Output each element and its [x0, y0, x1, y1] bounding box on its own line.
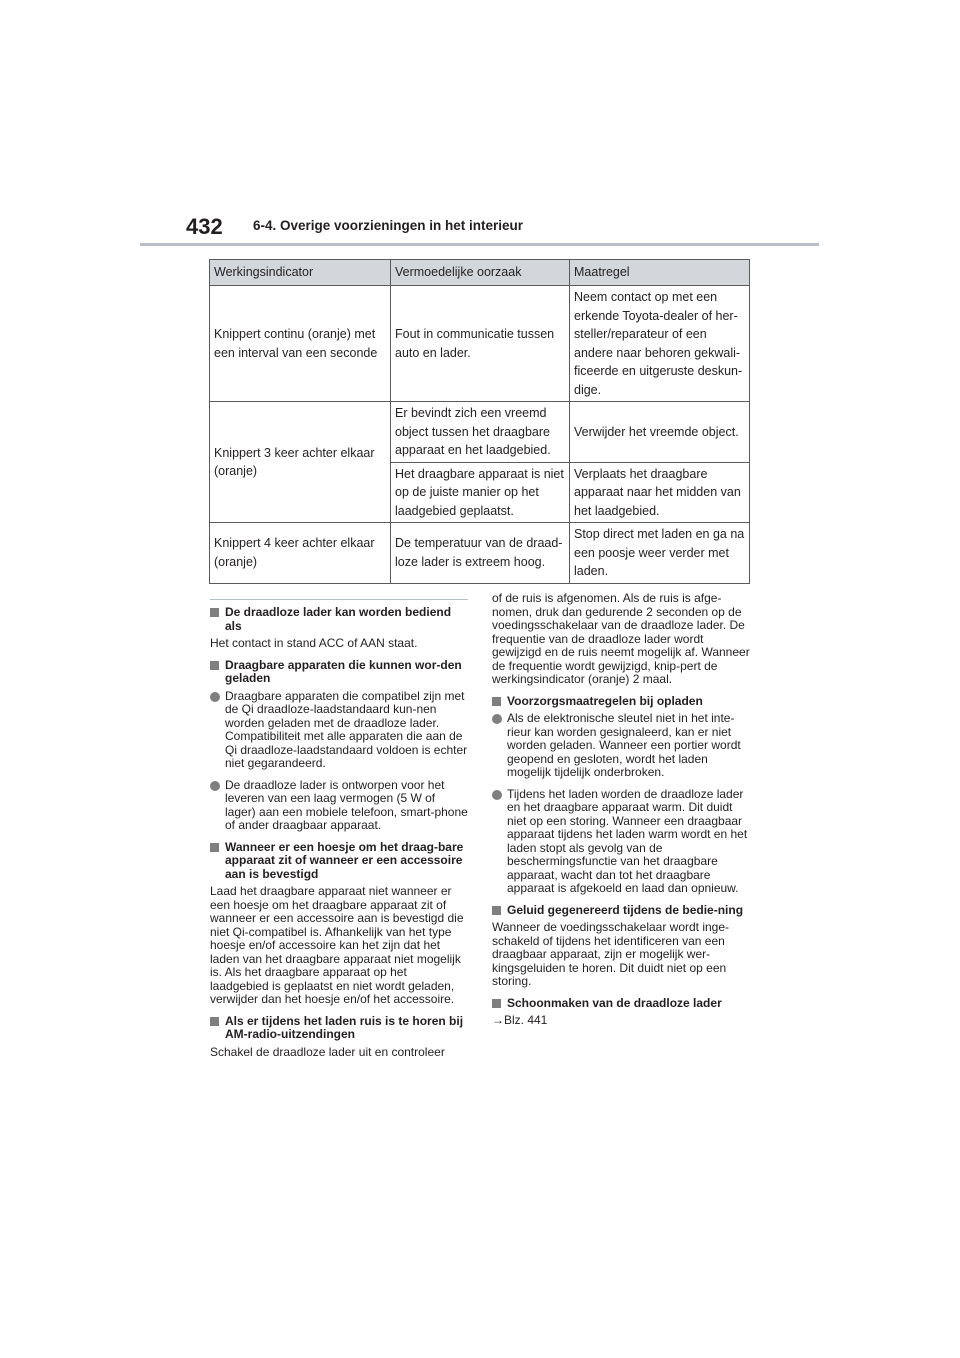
right-column: [492, 592, 752, 1036]
bullet-item: [492, 712, 752, 780]
bullet-item: [210, 690, 468, 771]
heading-text: Voorzorgsmaatregelen bij opladen: [507, 693, 703, 708]
bullet-item: [492, 788, 752, 896]
circle-bullet-icon: [492, 790, 502, 800]
heading-charging-precautions: [492, 695, 752, 709]
circle-bullet-icon: [210, 692, 220, 702]
square-bullet-icon: [210, 661, 219, 670]
paragraph: Schakel de draadloze lader uit en controleer: [210, 1044, 445, 1059]
column-rule: [210, 599, 468, 600]
heading-text: Draagbare apparaten die kunnen wor-den geladen: [225, 657, 462, 685]
heading-cleaning-charger: [492, 997, 752, 1011]
heading-text: De draadloze lader kan worden bediend als: [225, 605, 452, 633]
circle-bullet-icon: [492, 714, 502, 724]
table-header: Werkingsindicator: [210, 260, 391, 286]
heading-text: Als er tijdens het laden ruis is te horen bij AM-radio-uitzendingen: [225, 1013, 464, 1041]
square-bullet-icon: [210, 843, 219, 852]
heading-chargeable-devices: [210, 659, 468, 686]
square-bullet-icon: [492, 999, 501, 1008]
bullet-item: [210, 779, 468, 833]
table-header: Vermoedelijke oorzaak: [391, 260, 570, 286]
table-header: Maatregel: [570, 260, 750, 286]
bullet-text: Als de elektronische sleutel niet in het inte-rieur kan worden gesignaleerd, kan er niet worden geladen. Wanneer een portier wordt geopend en gesloten, wordt het laden mogelijk tijdelijk onderbroken.: [507, 711, 741, 779]
heading-text: Wanneer er een hoesje om het draag-bare apparaat zit of wanneer er een accessoire aan is bevestigd: [225, 839, 464, 881]
indicator-table: [209, 259, 750, 584]
bullet-text: Tijdens het laden worden de draadloze lader en het draagbare apparaat warm. Dit duidt niet op een storing. Wanneer een draagbaar apparaat tijdens het laden warm wordt en het laden stopt als gevolg van de beschermingsfunctie van het draagbare apparaat, wacht dan tot het draagbare apparaat is afgekoeld en laad dan opnieuw.: [507, 786, 748, 895]
table-cell: Verwijder het vreemde object.: [570, 402, 750, 463]
paragraph: Het contact in stand ACC of AAN staat.: [210, 636, 418, 650]
square-bullet-icon: [210, 1017, 219, 1026]
heading-text: Schoonmaken van de draadloze lader: [507, 995, 722, 1010]
heading-wireless-charger-operable: [210, 606, 468, 633]
table-row: [210, 402, 750, 463]
bullet-text: Draagbare apparaten die compatibel zijn met de Qi draadloze-laadstandaard kun-nen worden geladen met de draadloze lader. Compatibiliteit met alle apparaten die aan de Qi draadloze-laadstandaard voldoen is echter niet gegarandeerd.: [225, 688, 468, 770]
circle-bullet-icon: [210, 781, 220, 791]
bullet-text: De draadloze lader is ontworpen voor het leveren van een laag vermogen (5 W of lager) aan een mobiele telefoon, smart-phone of ander draagbaar apparaat.: [225, 777, 468, 832]
table-cell: Er bevindt zich een vreemd object tussen het draagbare apparaat en het laadgebied.: [391, 402, 570, 463]
left-column: [210, 599, 468, 1067]
heading-am-radio-noise: [210, 1015, 468, 1042]
page-number: 432: [186, 214, 223, 239]
table-row: [210, 286, 750, 402]
paragraph: Laad het draagbare apparaat niet wanneer er een hoesje om het draagbare apparaat zit of wanneer er een accessoire aan is bevestigd die niet Qi-compatibel is. Afhankelijk van het type hoesje en/of accessoire kan het zijn dat het laden van het draagbare apparaat niet mogelijk is. Als het draagbare apparaat op het laadgebied is geplaatst en niet wordt geladen, verwijder dan het hoesje en/of het accessoire.: [210, 884, 464, 1006]
section-title: 6-4. Overige voorzieningen in het interieur: [253, 218, 524, 233]
square-bullet-icon: [492, 906, 501, 915]
paragraph: Wanneer de voedingsschakelaar wordt inge-schakeld of tijdens het identificeren van een draagbaar apparaat, zijn er mogelijk wer-kingsgeluiden te horen. Dit duidt niet op een storing.: [492, 920, 730, 988]
table-cell: Knippert continu (oranje) met een interval van een seconde: [210, 286, 391, 402]
square-bullet-icon: [210, 608, 219, 617]
table-cell: Knippert 4 keer achter elkaar (oranje): [210, 523, 391, 584]
header-rule: [140, 243, 819, 246]
table-header-row: [210, 260, 750, 286]
heading-text: Geluid gegenereerd tijdens de bedie-ning: [507, 902, 744, 917]
table-row: [210, 523, 750, 584]
table-cell: Fout in communicatie tussen auto en lader.: [391, 286, 570, 402]
table-cell: Knippert 3 keer achter elkaar (oranje): [210, 402, 391, 523]
table-cell: Neem contact op met een erkende Toyota-dealer of her-steller/reparateur of een andere naar behoren gekwali-ficeerde en uitgeruste deskun-dige.: [570, 286, 750, 402]
square-bullet-icon: [492, 697, 501, 706]
table-cell: Stop direct met laden en ga na een poosje weer verder met laden.: [570, 523, 750, 584]
heading-operation-sound: [492, 904, 752, 918]
paragraph: of de ruis is afgenomen. Als de ruis is afge-nomen, druk dan gedurende 2 seconden op de voedingsschakelaar van de draadloze lader. De frequentie van de draadloze lader wordt gewijzigd en de ruis neemt mogelijk af. Wanneer de frequentie wordt gewijzigd, knip-pert de werkingsindicator (oranje) 2 maal.: [492, 591, 750, 686]
table-cell: Het draagbare apparaat is niet op de juiste manier op het laadgebied geplaatst.: [391, 462, 570, 523]
heading-case-accessory: [210, 841, 468, 882]
table-cell: De temperatuur van de draad-loze lader is extreem hoog.: [391, 523, 570, 584]
table-cell: Verplaats het draagbare apparaat naar het midden van het laadgebied.: [570, 462, 750, 523]
page-reference-link[interactable]: →Blz. 441: [492, 1013, 548, 1027]
